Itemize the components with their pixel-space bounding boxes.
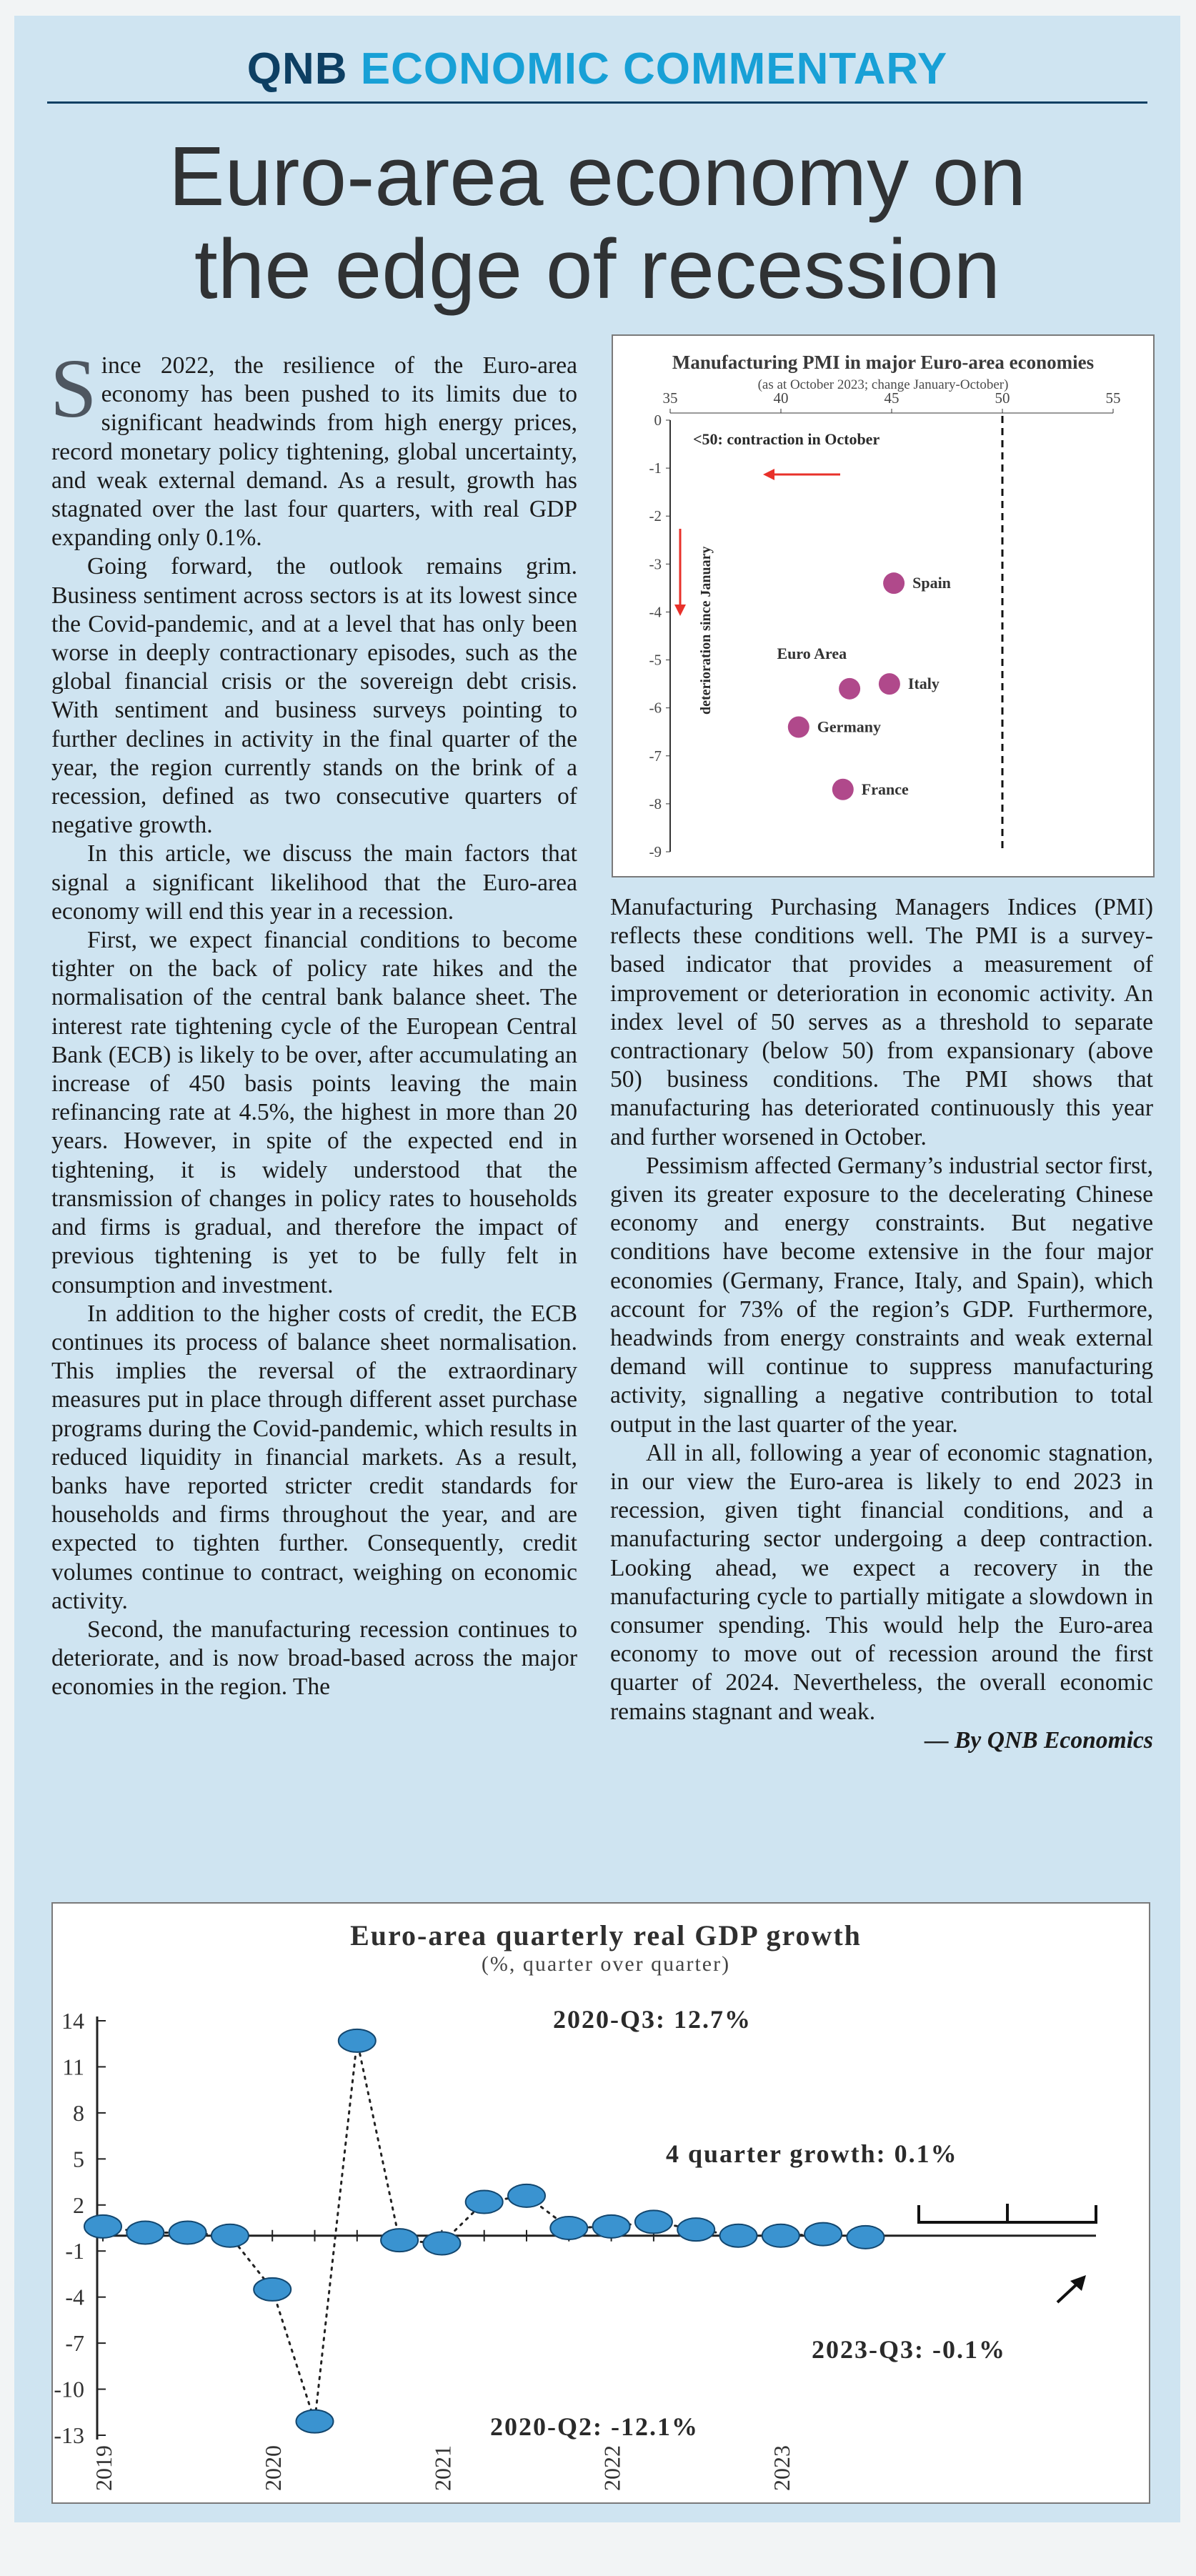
article-column-left <box>50 342 577 1702</box>
gdp-point <box>550 2217 587 2239</box>
gdp-year-label: 2019 <box>91 2445 116 2491</box>
pmi-y-tick-label: 0 <box>654 412 662 429</box>
pmi-point-label: Italy <box>907 675 940 693</box>
article-paragraph-4: First, we expect financial conditions to become tighter on the back of policy rate hikes and the normalisation of the central bank balance sheet. The interest rate tightening cycle of the European Central Bank (ECB) is likely to be over, after accumulating an increase of 450 basis points leaving the main refinancing rate at 4.5%, the highest in more than 20 years. However, in spite of the expected end in tightening, it is widely understood that the transmission of changes in policy rates to households and firms is gradual, and therefore the impact of previous tightening is yet to be fully felt in consumption and investment. <box>51 927 577 1298</box>
gdp-y-tick-label: 11 <box>62 2054 84 2080</box>
gdp-point <box>423 2232 460 2254</box>
gdp-y-tick-label: 8 <box>73 2099 84 2126</box>
gdp-peak-annotation: 2020-Q3: 12.7% <box>553 2005 752 2034</box>
gdp-point <box>339 2029 376 2052</box>
gdp-point <box>635 2210 672 2233</box>
gdp-point <box>847 2226 884 2249</box>
masthead-section: ECONOMIC COMMENTARY <box>360 44 948 94</box>
article-paragraph-2: Going forward, the outlook remains grim. Business sentiment across sectors is at its lowest since the Covid-pandemic, and at a level that has only been worse in deeply contractionary episodes, such as the global financial crisis or the sovereign debt crisis. With sentiment and business surveys pointing to further declines in activity in the final quarter of the year, the region currently stands on the brink of a recession, defined as two consecutive quarters of negative growth. <box>51 553 577 839</box>
pmi-annotation: <50: contraction in October <box>693 430 880 448</box>
pmi-x-tick-label: 55 <box>1105 389 1121 407</box>
masthead-brand: QNB <box>246 44 348 94</box>
pmi-point <box>879 673 900 695</box>
pmi-x-tick-label: 50 <box>995 389 1010 407</box>
pmi-point <box>839 678 860 700</box>
masthead <box>14 44 1180 94</box>
pmi-y-tick-label: -1 <box>649 459 662 477</box>
pmi-y-tick-label: -5 <box>649 651 662 669</box>
gdp-year-label: 2023 <box>768 2445 794 2491</box>
pmi-point-label: Germany <box>817 717 882 736</box>
pmi-point-label: France <box>861 780 909 798</box>
article-column-right <box>610 893 1153 1755</box>
gdp-chart-svg <box>53 1904 1149 2502</box>
pmi-y-tick-label: -4 <box>649 603 662 621</box>
gdp-point <box>508 2184 545 2207</box>
gdp-y-tick-label: -1 <box>65 2238 84 2264</box>
gdp-point <box>720 2224 757 2247</box>
pmi-arrow-down-head <box>674 605 686 616</box>
gdp-point <box>762 2224 799 2247</box>
drop-cap: S <box>50 342 97 435</box>
gdp-chart-title: Euro-area quarterly real GDP growth <box>350 1919 862 1951</box>
gdp-point <box>296 2410 334 2433</box>
gdp-chart-subtitle: (%, quarter over quarter) <box>481 1952 731 1976</box>
gdp-point <box>593 2215 630 2238</box>
pmi-y-tick-label: -7 <box>649 747 662 765</box>
pmi-ylabel: deterioration since January <box>698 546 714 715</box>
pmi-point <box>788 717 809 738</box>
masthead-divider <box>47 101 1147 104</box>
gdp-point <box>254 2278 291 2301</box>
gdp-y-tick-label: -7 <box>65 2330 84 2357</box>
gdp-trough-annotation: 2020-Q2: -12.1% <box>490 2412 699 2441</box>
pmi-y-tick-label: -6 <box>649 699 662 717</box>
gdp-y-tick-label: 5 <box>73 2146 84 2172</box>
gdp-four-quarter-bracket <box>919 2204 1096 2222</box>
gdp-chart <box>51 1902 1150 2504</box>
gdp-latest-annotation: 2023-Q3: -0.1% <box>812 2335 1006 2364</box>
pmi-point <box>832 779 854 800</box>
pmi-x-tick-label: 40 <box>773 389 789 407</box>
gdp-point <box>84 2215 121 2238</box>
gdp-point <box>381 2229 418 2252</box>
gdp-four-quarter-annotation: 4 quarter growth: 0.1% <box>666 2139 958 2168</box>
pmi-chart-subtitle: (as at October 2023; change January-October) <box>757 377 1009 392</box>
article-paragraph-1-text: ince 2022, the resilience of the Euro-area economy has been pushed to its limits due to significant headwinds from high energy prices, record monetary policy tightening, global uncertainty, and weak external demand. As a result, growth has stagnated over the last four quarters, with real GDP expanding only 0.1%. <box>51 352 577 552</box>
gdp-point <box>677 2218 714 2241</box>
pmi-point-label: Euro Area <box>777 644 847 662</box>
pmi-point <box>883 572 905 594</box>
pmi-points <box>777 572 951 800</box>
gdp-point <box>804 2223 842 2246</box>
gdp-point <box>466 2190 503 2213</box>
pmi-x-tick-label: 35 <box>662 389 678 407</box>
article-paragraph-5: In addition to the higher costs of credit, the ECB continues its process of balance sheet normalisation. This implies the reversal of the extraordinary measures put in place through different asset purchase programs during the Covid-pandemic, which results in reduced liquidity in financial markets. As a result, banks have reported stricter credit standards for households and firms throughout the year, and are expected to tighten further. Consequently, credit volumes continue to contract, weighing on economic activity. <box>51 1300 577 1614</box>
pmi-y-tick-label: -8 <box>649 795 662 812</box>
gdp-y-tick-label: -10 <box>54 2376 84 2402</box>
gdp-y-tick-label: 14 <box>61 2008 84 2034</box>
pmi-chart <box>612 334 1155 877</box>
article-paragraph-3: In this article, we discuss the main factors that signal a significant likelihood that the Euro-area economy will end this year in a recession. <box>51 840 577 925</box>
gdp-year-label: 2020 <box>260 2445 286 2491</box>
gdp-y-tick-label: 2 <box>73 2192 84 2218</box>
headline-line-2: the edge of recession <box>194 222 1001 317</box>
pmi-y-tick-label: -9 <box>649 843 662 860</box>
byline: — By QNB Economics <box>925 1726 1153 1754</box>
article-paragraph-8: Pessimism affected Germany’s industrial sector first, given its greater exposure to the decelerating Chinese economy and energy constraints. But negative conditions have become extensive in the four major economies (Germany, France, Italy, and Spain), which account for 73% of the region’s GDP. Furthermore, headwinds from energy constraints and weak external demand will continue to suppress manufacturing activity, signalling a negative contribution to total output in the last quarter of the year. <box>610 1152 1153 1438</box>
pmi-y-tick-label: -3 <box>649 555 662 573</box>
article-paragraph-1 <box>50 342 577 552</box>
pmi-x-tick-label: 45 <box>884 389 900 407</box>
gdp-year-label: 2022 <box>599 2445 625 2491</box>
gdp-year-label: 2021 <box>429 2445 456 2491</box>
article-paragraph-7: Manufacturing Purchasing Managers Indices (PMI) reflects these conditions well. The PMI is a survey-based indicator that provides a measurement of improvement or deterioration in economic activity. An index level of 50 serves as a threshold to separate contractionary (below 50) from expansionary (above 50) business conditions. The PMI shows that manufacturing has deteriorated continuously this year and further worsened in October. <box>610 894 1153 1150</box>
gdp-point <box>126 2221 164 2244</box>
gdp-point <box>211 2224 249 2247</box>
article-paragraph-9: All in all, following a year of economic stagnation, in our view the Euro-area is likely to end 2023 in recession, given tight financial conditions, and a manufacturing sector undergoing a deep contraction. Looking ahead, we expect a recovery in the manufacturing cycle to partially mitigate a slowdown in consumer spending. This would help the Euro-area economy to move out of recession around the first quarter of 2024. Nevertheless, the overall economic remains stagnant and weak. <box>610 1439 1153 1725</box>
pmi-y-tick-label: -2 <box>649 507 662 525</box>
gdp-point <box>169 2221 206 2244</box>
gdp-y-tick-label: -4 <box>65 2284 84 2310</box>
newspaper-page <box>14 16 1180 2522</box>
headline <box>14 130 1180 316</box>
pmi-point-label: Spain <box>912 574 951 592</box>
headline-line-1: Euro-area economy on <box>168 129 1027 224</box>
gdp-y-tick-label: -13 <box>54 2422 84 2448</box>
pmi-chart-svg <box>613 336 1153 876</box>
pmi-chart-title: Manufacturing PMI in major Euro-area economies <box>672 352 1095 373</box>
article-paragraph-6: Second, the manufacturing recession continues to deteriorate, and is now broad-based across the major economies in the region. The <box>51 1616 577 1701</box>
pmi-arrow-left-head <box>763 469 774 480</box>
